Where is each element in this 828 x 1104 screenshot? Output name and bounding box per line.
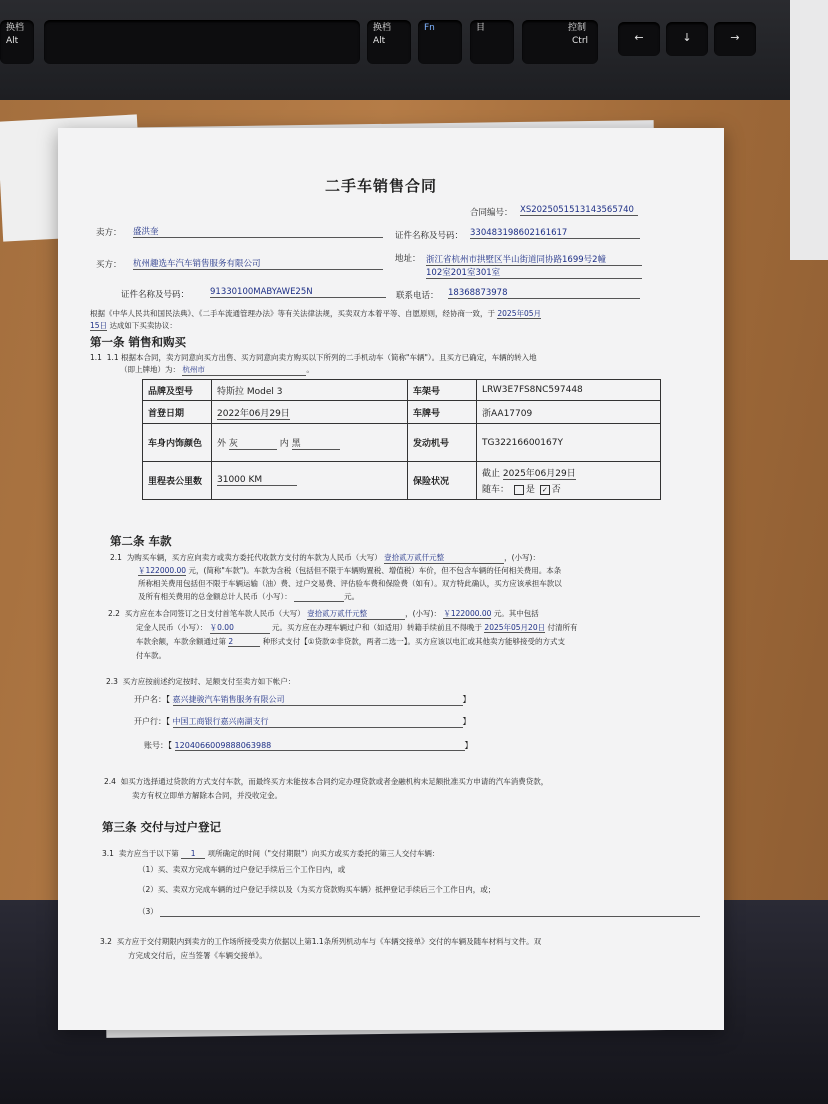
clause-2-1-line-2: ￥122000.00 元，(简称"车款")。车款为含税（包括但不限于车辆购置税、增值税）车价，但不包含车辆的任何相关费用。本条: [138, 566, 562, 575]
plate-label: 车牌号: [408, 401, 477, 424]
seller-name: 盛洪奎: [133, 225, 383, 238]
buyer-name: 杭州趣选车汽车销售服务有限公司: [133, 257, 383, 270]
insurance-label: 保险状况: [408, 462, 477, 500]
registration-date-value: 2022年06月29日: [212, 401, 408, 424]
clause-2-1-line-1: 2.1 为购买车辆，买方应向卖方或卖方委托代收款方支付的车款为人民币（大写） 壹拾贰万贰仟元整 ，(小写)：: [110, 553, 540, 562]
registration-date-label: 首登日期: [143, 401, 212, 424]
clause-2-4-line-2: 卖方有权立即单方解除本合同，并没收定金。: [132, 791, 282, 800]
address-line-2: 102室201室301室: [426, 266, 642, 279]
clause-1-1-line-1: 1.1 1.1 根据本合同，卖方同意向买方出售、买方同意向卖方购买以下所列的二手机动车（简称"车辆"）。且买方已确定，车辆的转入地: [90, 353, 537, 362]
keyboard: [0, 0, 828, 100]
key-fn: Fn: [418, 20, 462, 64]
preamble-line-1: 根据《中华人民共和国民法典》、《二手车流通管理办法》等有关法律法规，买卖双方本着平等、自愿原则，经协商一致，于 2025年05月: [90, 309, 542, 318]
key-right-arrow-icon: →: [714, 22, 756, 56]
engine-label: 发动机号: [408, 424, 477, 462]
account-name-row: 开户名：【 嘉兴捷骏汽车销售服务有限公司 】: [134, 695, 471, 704]
key-left-arrow-icon: ←: [618, 22, 660, 56]
key-space: [44, 20, 360, 64]
buyer-id: 91330100MABYAWE25N: [210, 287, 386, 298]
mileage-value: 31000 KM: [212, 462, 408, 500]
color-label: 车身内饰颜色: [143, 424, 212, 462]
bank-name-row: 开户行：【 中国工商银行嘉兴南湖支行 】: [134, 717, 471, 726]
account-number-row: 账号：【 1204066009888063988 】: [144, 741, 473, 750]
contract-page: [58, 128, 724, 1030]
clause-2-2-line-4: 付车款。: [136, 651, 166, 660]
background-sheet-right: [790, 0, 828, 260]
clause-3-1-option-2: （2）买、卖双方完成车辆的过户登记手续以及（为买方贷款购买车辆）抵押登记手续后三个工作日内，或；: [138, 885, 496, 894]
buyer-id-label: 证件名称及号码：: [121, 290, 190, 300]
insurance-value: 截止 2025年06月29日 随车： 是 ✓ 否: [477, 462, 661, 500]
brand-label: 品牌及型号: [143, 380, 212, 401]
section-3-heading: 第三条 交付与过户登记: [102, 820, 222, 834]
clause-2-1-line-3: 所称相关费用包括但不限于车辆运输（油）费、过户交易费、评估验车费和保险费（如有）。双方特此确认，买方应该承担车款以: [138, 579, 562, 588]
mileage-label: 里程表公里数: [143, 462, 212, 500]
clause-2-2-line-2: 定金人民币（小写）： ￥0.00 元。买方应在办理车辆过户和（如适用）转籍手续前且不得晚于 2025年05月20日 付清所有: [136, 623, 578, 632]
clause-3-1-option-1: （1）买、卖双方完成车辆的过户登记手续后三个工作日内，或: [138, 865, 346, 874]
vehicle-info-table: [142, 379, 661, 500]
preamble-line-2: 15日 达成如下买卖协议：: [90, 321, 177, 330]
section-2-heading: 第二条 车款: [110, 534, 172, 548]
plate-value: 浙AA17709: [477, 401, 661, 424]
clause-3-1-intro: 3.1 卖方应当于以下第 1 项所确定的时间（"交付期限"）向买方或买方委托的第三人交付车辆：: [102, 849, 440, 858]
key-ctrl: 控制 Ctrl: [522, 20, 598, 64]
clause-2-4-line-1: 2.4 如买方选择通过贷款的方式支付车款，而最终买方未能按本合同约定办理贷款或者金融机构未足额批准买方申请的汽车消费贷款，: [104, 777, 549, 786]
clause-3-1-option-3: （3）: [138, 906, 700, 917]
contract-number: XS2025051513143565740: [520, 205, 638, 216]
address-label: 地址：: [395, 254, 421, 264]
section-1-heading: 第一条 销售和购买: [90, 335, 187, 349]
engine-value: TG32216600167Y: [477, 424, 661, 462]
brand-value: 特斯拉 Model 3: [212, 380, 408, 401]
buyer-label: 买方：: [96, 260, 122, 270]
clause-2-1-line-4: 及所有相关费用的总金额总计人民币（小写）： 元。: [138, 592, 360, 601]
address-line-1: 浙江省杭州市拱墅区半山街道同协路1699号2幢: [426, 253, 642, 266]
checkbox-yes[interactable]: [514, 485, 524, 495]
key-menu: 目: [470, 20, 514, 64]
phone-number: 18368873978: [448, 288, 640, 299]
key-alt: 换档 Alt: [367, 20, 411, 64]
seller-label: 卖方：: [96, 228, 122, 238]
key-down-arrow-icon: ↓: [666, 22, 708, 56]
clause-3-2-line-2: 方完成交付后，应当签署《车辆交接单》。: [128, 951, 267, 960]
key-alt-left: 换档 Alt: [0, 20, 34, 64]
document-title: 二手车销售合同: [325, 177, 438, 195]
seller-id-label: 证件名称及号码：: [395, 231, 464, 241]
clause-3-2-line-1: 3.2 买方应于交付期限内到卖方的工作场所接受卖方依据以上第1.1条所列机动车与《车辆交接单》交付的车辆及随车材料与文件。双: [100, 937, 542, 946]
clause-2-2-line-1: 2.2 买方应在本合同签订之日支付首笔车款人民币（大写） 壹拾贰万贰仟元整 ，(小写)： ￥122000.00 元。其中包括: [108, 609, 539, 618]
contract-number-label: 合同编号：: [470, 208, 513, 218]
clause-2-2-line-3: 车款余额，车款余额通过第 2 种形式支付【①贷款②非贷款，两者二选一】。买方应该以电汇或其他卖方能够接受的方式支: [136, 637, 565, 646]
color-value: 外 灰 内 黑: [212, 424, 408, 462]
seller-id: 330483198602161617: [470, 228, 640, 239]
phone-label: 联系电话：: [396, 291, 439, 301]
clause-2-3-intro: 2.3 买方应按前述约定按时、足额支付至卖方如下帐户：: [106, 677, 296, 686]
checkbox-no[interactable]: ✓: [540, 485, 550, 495]
vin-value: LRW3E7FS8NC597448: [477, 380, 661, 401]
vin-label: 车架号: [408, 380, 477, 401]
clause-1-1-line-2: （即上牌地）为： 杭州市 。: [120, 365, 314, 374]
